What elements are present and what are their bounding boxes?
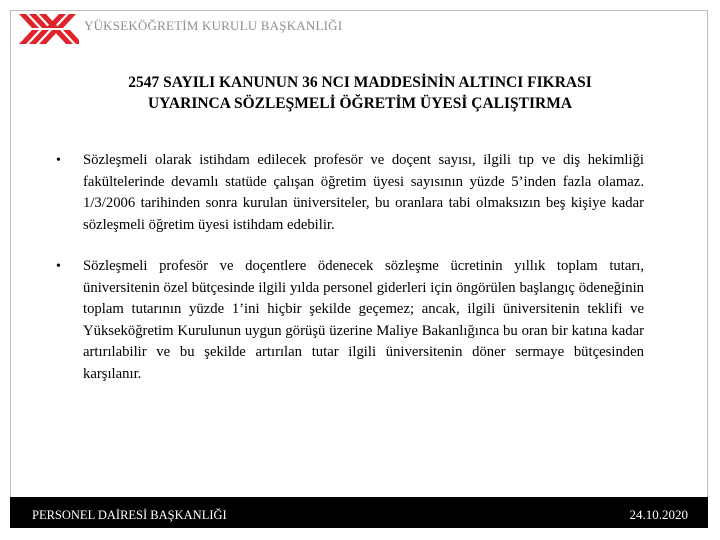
footer-date: 24.10.2020	[629, 507, 688, 522]
bullet-marker: •	[56, 259, 61, 274]
bullet-item	[56, 150, 644, 236]
yok-logo-icon	[17, 14, 79, 44]
title-line-2: UYARINCA SÖZLEŞMELİ ÖĞRETİM ÜYESİ ÇALIŞTIRMA	[147, 95, 573, 112]
footer-bar	[10, 497, 708, 528]
bullet-item	[56, 256, 644, 385]
bullet-marker: •	[56, 153, 61, 168]
bullet-text: Sözleşmeli profesör ve doçentlere ödenecek sözleşme ücretinin yıllık toplam tutarı, üniversitenin özel bütçesinde ilgili yılda personel giderleri için öngörülen başlangıç ödeneğinin toplam tutarının yüzde 1’ini hiçbir şekilde geçemez; ancak, ilgili üniversitenin teklifi ve Yükseköğretim Kurulunun uygun görüşü üzerine Maliye Bakanlığınca bu oran bir katına kadar artırılabilir ve bu şekilde artırılan tutar ilgili üniversitenin döner sermaye bütçesinden karşılanır.	[83, 258, 644, 382]
page-title	[30, 72, 690, 114]
organization-name: YÜKSEKÖĞRETİM KURULU BAŞKANLIĞI	[84, 18, 343, 33]
bullet-text: Sözleşmeli olarak istihdam edilecek profesör ve doçent sayısı, ilgili tıp ve diş hekimliği fakültelerinde devamlı statüde çalışan öğretim üyesi sayısının yüzde 5’inden fazla olamaz. 1/3/2006 tarihinden sonra kurulan üniversiteler, bu oranlara tabi olmaksızın beş kişiye kadar sözleşmeli öğretim üyesi istihdam edebilir.	[83, 152, 644, 233]
bullet-list	[56, 150, 644, 385]
footer-department: PERSONEL DAİRESİ BAŞKANLIĞI	[32, 508, 227, 522]
title-line-1: 2547 SAYILI KANUNUN 36 NCI MADDESİNİN ALTINCI FIKRASI	[128, 74, 592, 91]
